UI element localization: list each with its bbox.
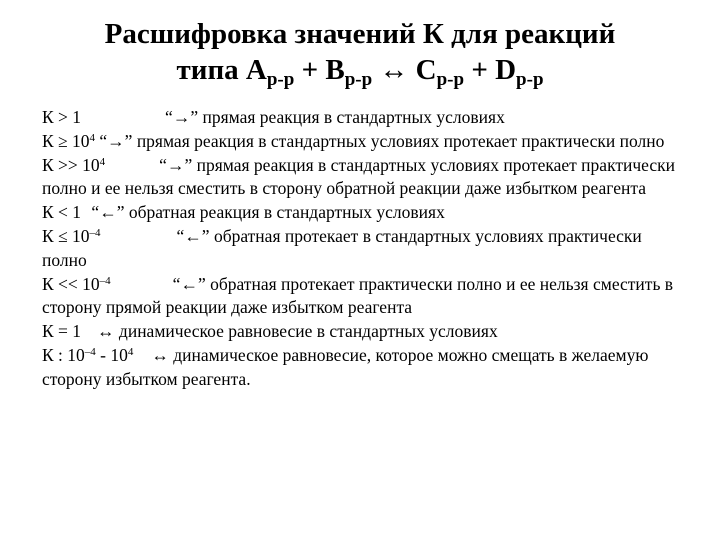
condition: К = 1 — [42, 321, 82, 342]
title-product-c: ↔ C — [372, 54, 437, 86]
description: “→” прямая реакция в стандартных условиях — [165, 107, 505, 127]
title-reactant-b: + B — [294, 54, 345, 86]
list-item — [42, 225, 682, 273]
condition: К > 1 — [42, 107, 82, 127]
subscript-b: р-р — [344, 69, 373, 90]
description: “←” обратная протекает в стандартных условиях практически полно — [42, 225, 642, 270]
description: “→” прямая реакция в стандартных условиях протекает практически полно — [95, 130, 665, 151]
description: “←” обратная реакция в стандартных условиях — [87, 202, 445, 223]
condition: К : 10 — [42, 344, 85, 365]
list-item — [42, 273, 682, 321]
exponent: –4 — [84, 345, 96, 358]
exponent: 4 — [89, 131, 96, 144]
description: “→” прямая реакция в стандартных условиях протекает практически полно и ее нельзя сместить в сторону обратной реакции даже избытком реагента — [42, 154, 675, 199]
title-reactant-a: типа A — [176, 54, 267, 86]
exponent: –4 — [89, 226, 101, 239]
title-product-d: + D — [464, 54, 517, 86]
list-item — [42, 154, 682, 202]
slide-title — [0, 16, 720, 88]
list-item — [42, 201, 682, 225]
description: ↔ динамическое равновесие, которое можно смещать в желаемую сторону избытком реагента. — [42, 344, 649, 389]
description: ↔ динамическое равновесие в стандартных условиях — [97, 321, 498, 342]
condition: К >> 10 — [42, 154, 100, 175]
condition: К < 1 — [42, 202, 82, 223]
exponent: 4 — [99, 155, 106, 168]
subscript-a: р-р — [266, 69, 295, 90]
condition: К ≤ 10 — [42, 225, 90, 246]
list-item — [42, 344, 682, 392]
subscript-d: р-р — [516, 69, 544, 90]
condition-upper: - 10 — [95, 344, 128, 365]
subscript-c: р-р — [436, 69, 465, 90]
list-item — [42, 130, 682, 154]
title-line-1: Расшифровка значений К для реакций — [104, 18, 616, 50]
title-line-2 — [0, 52, 720, 88]
exponent: –4 — [99, 274, 111, 287]
list-item — [42, 320, 682, 344]
condition: К ≥ 10 — [42, 130, 90, 151]
k-value-list — [42, 106, 682, 392]
exponent-upper: 4 — [127, 345, 134, 358]
condition: К << 10 — [42, 273, 100, 294]
list-item — [42, 106, 682, 130]
description: “←” обратная протекает практически полно и ее нельзя сместить в сторону прямой реакции даже избытком реагента — [42, 273, 674, 318]
